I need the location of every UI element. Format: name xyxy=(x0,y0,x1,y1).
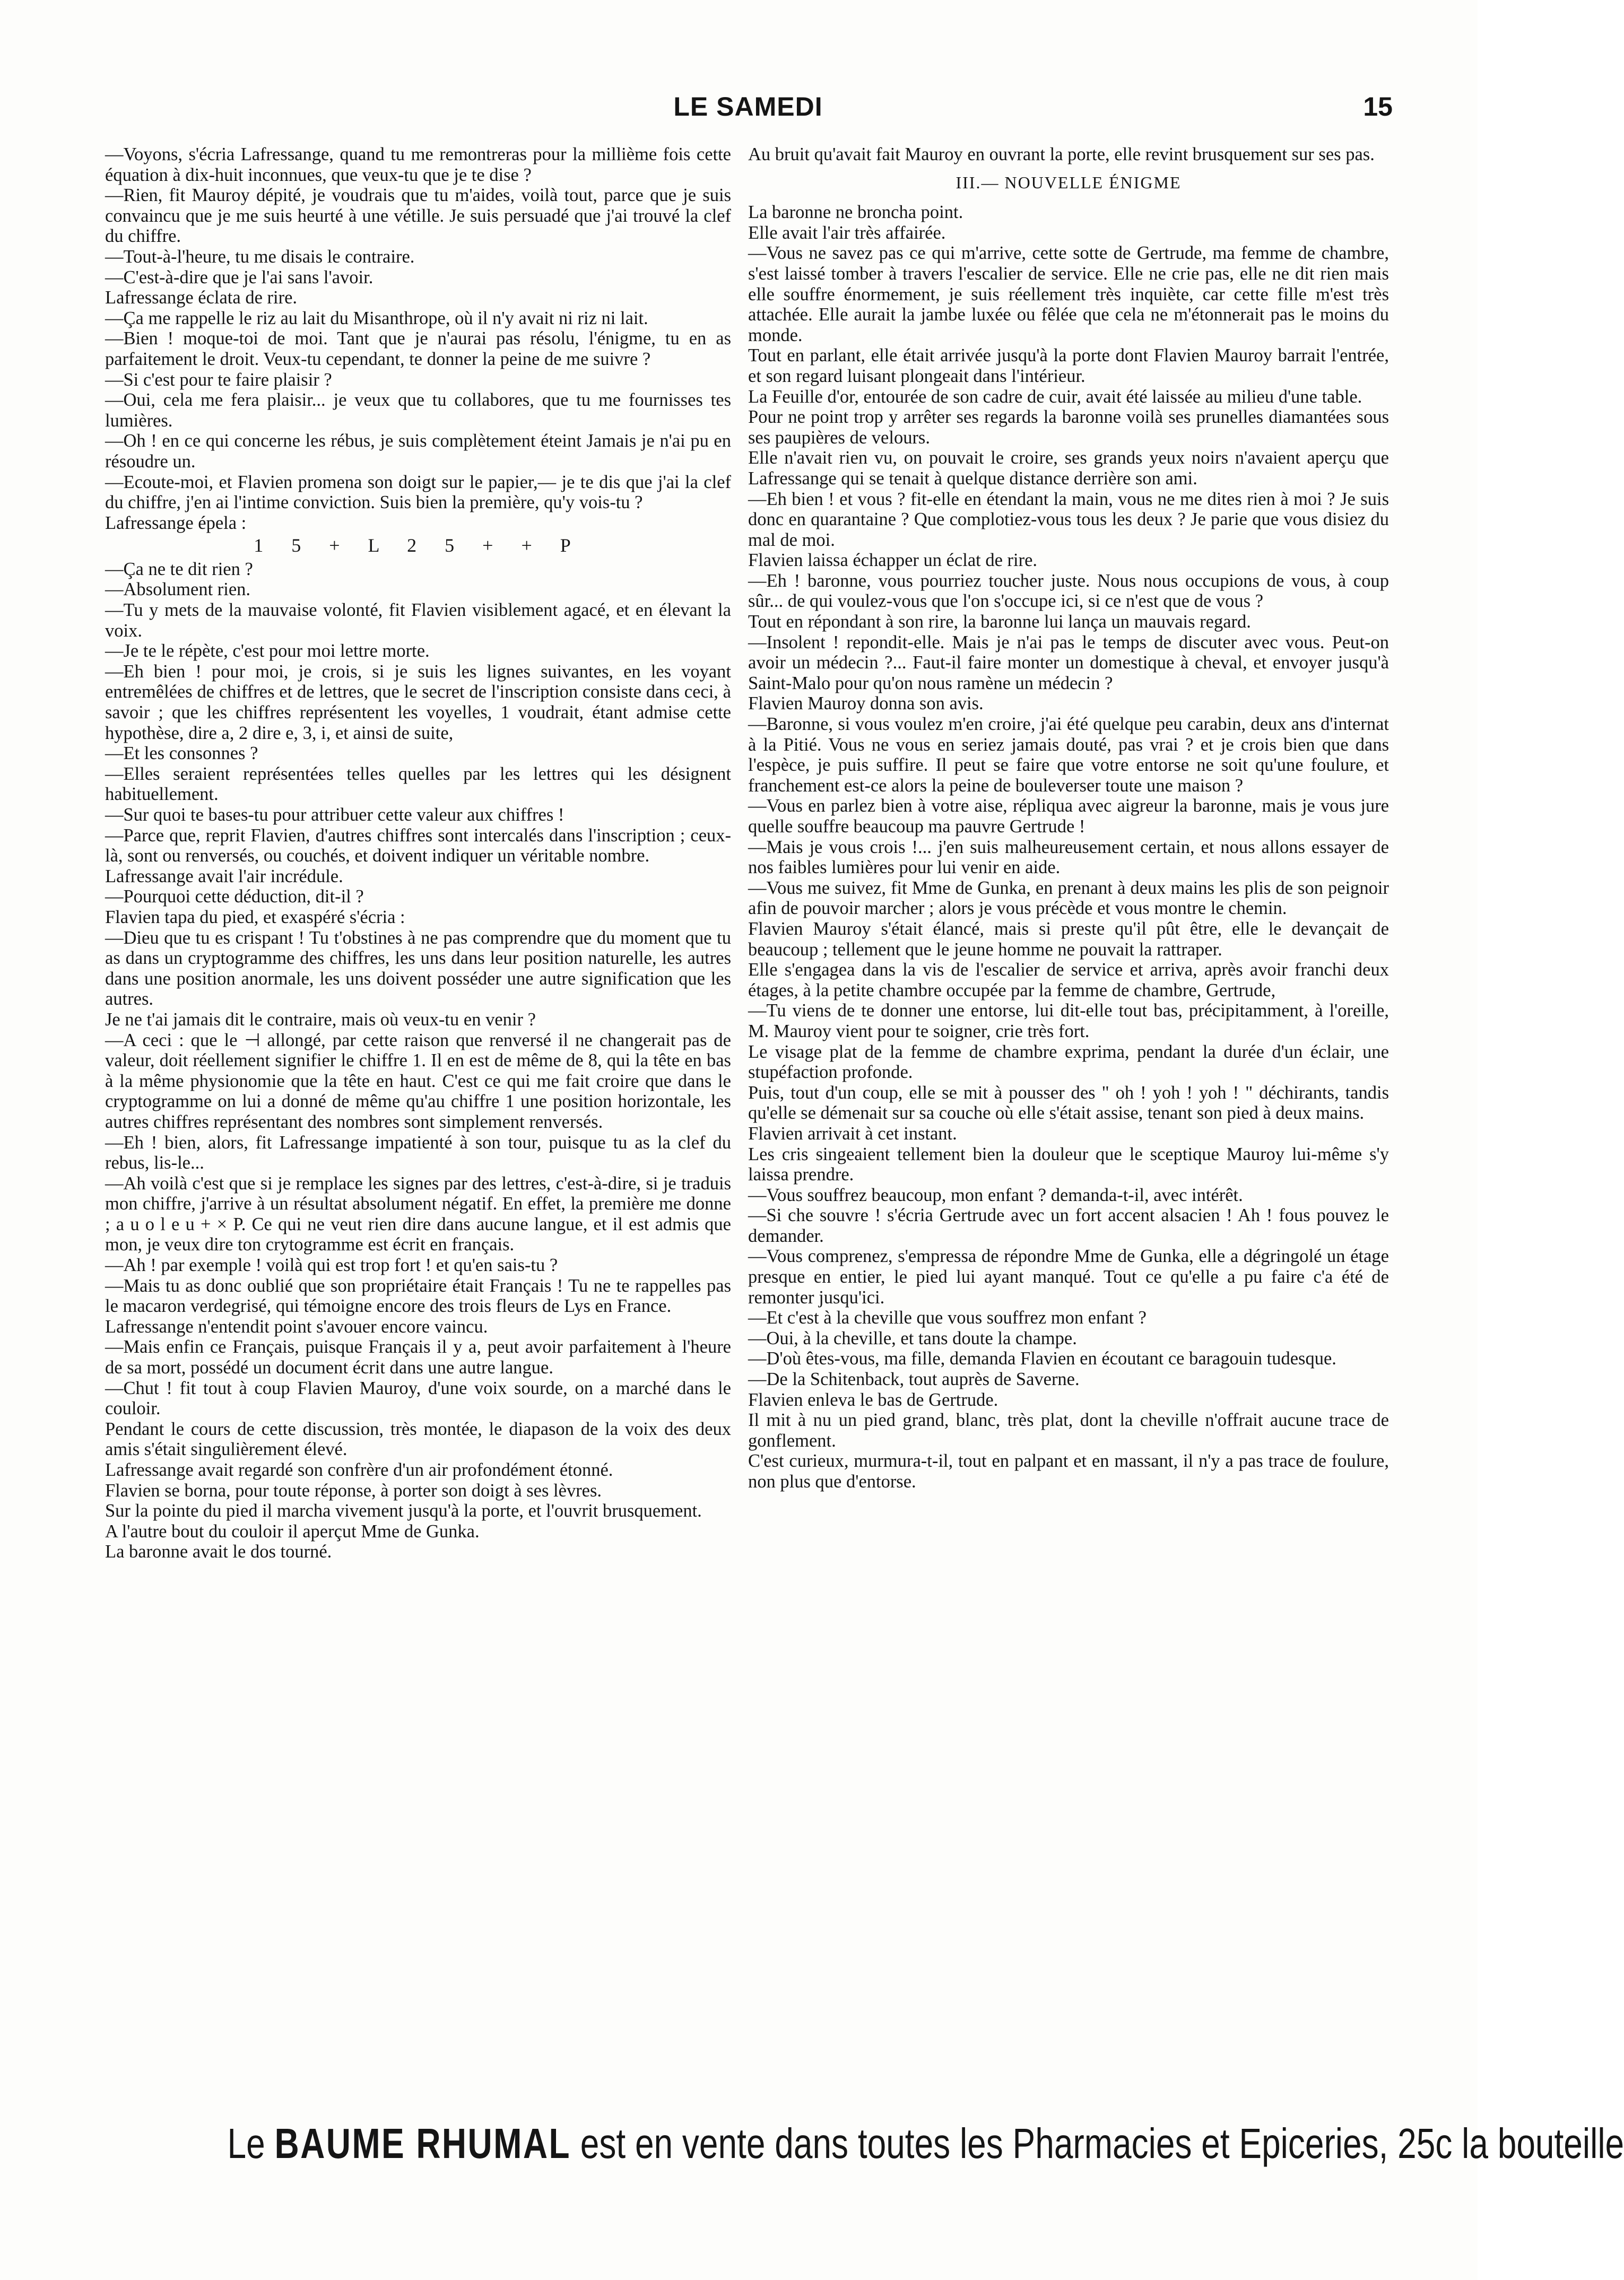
paragraph: —Vous comprenez, s'empressa de répondre Mme de Gunka, elle a dégringolé un étage presque en entier, le pied lui ayant manqué. Tout ce qu'elle a pu faire c'a été de remonter jusqu'ici. xyxy=(748,1246,1389,1308)
paragraph: —Mais je vous crois !... j'en suis malheureusement certain, et nous allons essayer de nos faibles lumières pour lui venir en aide. xyxy=(748,837,1389,878)
paragraph: —Voyons, s'écria Lafressange, quand tu me remontreras pour la millième fois cette équation à dix-huit inconnues, que veux-tu que je te dise ? xyxy=(105,144,731,185)
paragraph: —Parce que, reprit Flavien, d'autres chiffres sont intercalés dans l'inscription ; ceux-là, sont ou renversés, ou couchés, et doivent indiquer un véritable nombre. xyxy=(105,825,731,866)
paragraph: —Ah voilà c'est que si je remplace les signes par des lettres, c'est-à-dire, si je traduis mon chiffre, j'arrive à un résultat absolument négatif. En effet, la première me donne ; a u o l e u + × P. Ce qui ne veut rien dire dans aucune langue, et il est admis que mon, je veux dire ton crytogramme est écrit en français. xyxy=(105,1173,731,1255)
advert-text: est en vente dans toutes les Pharmacies et Epiceries, 25c la bouteille xyxy=(580,2120,1624,2167)
advert-prefix: Le xyxy=(227,2120,265,2167)
paragraph: —Si che souvre ! s'écria Gertrude avec un fort accent alsacien ! Ah ! fous pouvez le demander. xyxy=(748,1205,1389,1246)
paragraph: —Baronne, si vous voulez m'en croire, j'ai été quelque peu carabin, deux ans d'internat à la Pitié. Vous ne vous en seriez jamais douté, pas vrai ? et je crois bien que dans l'espèce, je puis suffire. Il peut se faire que votre entorse ne soit qu'une foulure, et franchement est-ce alors la peine de bouleverser toute une maison ? xyxy=(748,714,1389,796)
paragraph: Sur la pointe du pied il marcha vivement jusqu'à la porte, et l'ouvrit brusquement. xyxy=(105,1501,702,1521)
section-heading: III.— NOUVELLE ÉNIGME xyxy=(956,172,1182,192)
paragraph: —Mais enfin ce Français, puisque Français il y a, peut avoir parfaitement à l'heure de sa mort, possédé un document écrit dans une autre langue. xyxy=(105,1337,731,1378)
paragraph: —Ecoute-moi, et Flavien promena son doigt sur le papier,— je te dis que j'ai la clef du chiffre, j'en ai l'intime conviction. Suis bien la première, qu'y vois-tu ? xyxy=(105,472,731,513)
paragraph: Au bruit qu'avait fait Mauroy en ouvrant la porte, elle revint brusquement sur ses pas. xyxy=(748,144,1375,164)
paragraph: —Oui, cela me fera plaisir... je veux que tu collabores, que tu me fournisses tes lumières. xyxy=(105,390,731,431)
paragraph: —Elles seraient représentées telles quelles par les lettres qui les désignent habituellement. xyxy=(105,763,731,805)
paragraph: Flavien arrivait à cet instant. xyxy=(748,1123,957,1144)
paragraph: —Eh bien ! pour moi, je crois, si je suis les lignes suivantes, en les voyant entremêlées de chiffres et de lettres, que le secret de l'inscription consiste dans ceci, à savoir ; que les chiffres représentent les voyelles, 1 voudrait, étant admise cette hypothèse, dire a, 2 dire e, 3, i, et ainsi de suite, xyxy=(105,661,731,743)
paragraph: Flavien laissa échapper un éclat de rire. xyxy=(748,550,1038,571)
paragraph: Lafressange avait l'air incrédule. xyxy=(105,866,343,886)
left-column xyxy=(105,144,731,1562)
paragraph: —Vous souffrez beaucoup, mon enfant ? demanda-t-il, avec intérêt. xyxy=(748,1185,1243,1205)
paragraph: Pour ne point trop y arrêter ses regards la baronne voilà ses prunelles diamantées sous ses paupières de velours. xyxy=(748,407,1389,448)
paragraph: —Ah ! par exemple ! voilà qui est trop fort ! et qu'en sais-tu ? xyxy=(105,1255,558,1276)
paragraph: —Sur quoi te bases-tu pour attribuer cette valeur aux chiffres ! xyxy=(105,805,565,825)
paragraph: —Je te le répète, c'est pour moi lettre morte. xyxy=(105,641,430,662)
paragraph: La baronne ne broncha point. xyxy=(748,202,963,223)
paragraph: —Vous me suivez, fit Mme de Gunka, en prenant à deux mains les plis de son peignoir afin de pouvoir marcher ; alors je vous précède et vous montre le chemin. xyxy=(748,877,1389,919)
publication-title: LE SAMEDI xyxy=(673,92,823,121)
paragraph: Puis, tout d'un coup, elle se mit à pousser des " oh ! yoh ! yoh ! " déchirants, tandis qu'elle se démenait sur sa couche où elle s'était assise, tenant son pied à deux mains. xyxy=(748,1082,1389,1124)
paragraph: —Tu y mets de la mauvaise volonté, fit Flavien visiblement agacé, et en élevant la voix. xyxy=(105,600,731,641)
paragraph: —Eh ! bien, alors, fit Lafressange impatienté à son tour, puisque tu as la clef du rebus, lis-le... xyxy=(105,1132,731,1173)
cipher-line: 1 5 + L 2 5 + + P xyxy=(254,535,583,556)
paragraph: Lafressange avait regardé son confrère d'un air profondément étonné. xyxy=(105,1460,613,1480)
paragraph: Il mit à nu un pied grand, blanc, très plat, dont la cheville n'offrait aucune trace de gonflement. xyxy=(748,1410,1389,1451)
paragraph: Elle s'engagea dans la vis de l'escalier de service et arriva, après avoir franchi deux étages, à la petite chambre occupée par la femme de chambre, Gertrude, xyxy=(748,960,1389,1000)
paragraph: Lafressange n'entendit point s'avouer encore vaincu. xyxy=(105,1316,488,1337)
advertisement-banner xyxy=(227,2119,1624,2168)
paragraph: La baronne avait le dos tourné. xyxy=(105,1542,332,1562)
paragraph: Tout en répondant à son rire, la baronne lui lança un mauvais regard. xyxy=(748,612,1251,632)
paragraph: —Vous ne savez pas ce qui m'arrive, cette sotte de Gertrude, ma femme de chambre, s'est laissé tomber à travers l'escalier de service. Elle ne crie pas, elle ne dit rien mais elle souffre énormement, je suis réellement très inquiète, car cette fille m'est très attachée. Elle aurait la jambe luxée ou fêlée que cela ne m'étonnerait pas le moins du monde. xyxy=(748,243,1389,345)
paragraph: —Oui, à la cheville, et tans doute la champe. xyxy=(748,1328,1077,1348)
paragraph: —Ça me rappelle le riz au lait du Misanthrope, où il n'y avait ni riz ni lait. xyxy=(105,308,648,328)
paragraph: —Mais tu as donc oublié que son propriétaire était Français ! Tu ne te rappelles pas le macaron verdegrisé, qui témoigne encore des trois fleurs de Lys en France. xyxy=(105,1275,731,1317)
paragraph: Lafressange éclata de rire. xyxy=(105,288,298,308)
paragraph: —Chut ! fit tout à coup Flavien Mauroy, d'une voix sourde, on a marché dans le couloir. xyxy=(105,1378,731,1419)
paragraph: A l'autre bout du couloir il aperçut Mme de Gunka. xyxy=(105,1521,480,1542)
paragraph: La Feuille d'or, entourée de son cadre de cuir, avait été laissée au milieu d'une table. xyxy=(748,386,1362,407)
paragraph: Pendant le cours de cette discussion, très montée, le diapason de la voix des deux amis s'était singulièrement élevé. xyxy=(105,1419,731,1460)
paragraph: —Pourquoi cette déduction, dit-il ? xyxy=(105,886,364,907)
paragraph: Lafressange épela : xyxy=(105,512,247,533)
paragraph: —D'où êtes-vous, ma fille, demanda Flavien en écoutant ce baragouin tudesque. xyxy=(748,1348,1336,1369)
paragraph: —Absolument rien. xyxy=(105,579,251,600)
paragraph: Le visage plat de la femme de chambre exprima, pendant la durée d'un éclair, une stupéfaction profonde. xyxy=(748,1041,1389,1083)
page-number: 15 xyxy=(1363,92,1393,121)
paragraph: Flavien enleva le bas de Gertrude. xyxy=(748,1389,998,1410)
paragraph: —Oh ! en ce qui concerne les rébus, je suis complètement éteint Jamais je n'ai pu en résoudre un. xyxy=(105,431,731,472)
paragraph: C'est curieux, murmura-t-il, tout en palpant et en massant, il n'y a pas trace de foulure, non plus que d'entorse. xyxy=(748,1451,1389,1492)
paragraph: —Et les consonnes ? xyxy=(105,743,258,764)
paragraph: Flavien Mauroy donna son avis. xyxy=(748,693,984,714)
page-header xyxy=(103,91,1393,128)
paragraph: —Bien ! moque-toi de moi. Tant que je n'aurai pas résolu, l'énigme, tu en as parfaitement le droit. Veux-tu cependant, te donner la peine de me suivre ? xyxy=(105,328,731,369)
paragraph: —C'est-à-dire que je l'ai sans l'avoir. xyxy=(105,267,374,288)
paragraph: —Insolent ! repondit-elle. Mais je n'ai pas le temps de discuter avec vous. Peut-on avoir un médecin ?... Faut-il faire monter un domestique à cheval, et envoyer jusqu'à Saint-Malo pour qu'on nous ramène un médecin ? xyxy=(748,632,1389,693)
paragraph: Les cris singeaient tellement bien la douleur que le sceptique Mauroy lui-même s'y laissa prendre. xyxy=(748,1144,1389,1185)
paragraph: Flavien Mauroy s'était élancé, mais si preste qu'il pût être, elle le devançait de beaucoup ; tellement que le jeune homme ne pouvait la rattraper. xyxy=(748,918,1389,960)
paragraph: Elle n'avait rien vu, on pouvait le croire, ses grands yeux noirs n'avaient aperçu que Lafressange qui se tenait à quelque distance derrière son ami. xyxy=(748,448,1389,489)
paragraph: Flavien se borna, pour toute réponse, à porter son doigt à ses lèvres. xyxy=(105,1480,602,1501)
paragraph: Flavien tapa du pied, et exaspéré s'écria : xyxy=(105,907,405,927)
paragraph: —Ça ne te dit rien ? xyxy=(105,559,253,579)
paragraph: —Vous en parlez bien à votre aise, répliqua avec aigreur la baronne, mais je vous jure quelle souffre beaucoup ma pauvre Gertrude ! xyxy=(748,796,1389,837)
paragraph: —Eh ! baronne, vous pourriez toucher juste. Nous nous occupions de vous, à coup sûr... de qui voulez-vous que l'on s'occupe ici, si ce n'est que de vous ? xyxy=(748,570,1389,612)
paragraph: Je ne t'ai jamais dit le contraire, mais où veux-tu en venir ? xyxy=(105,1009,536,1030)
paragraph: —Eh bien ! et vous ? fit-elle en étendant la main, vous ne me dites rien à moi ? Je suis donc en quarantaine ? Que complotiez-vous tous les deux ? Je parie que vous disiez du mal de moi. xyxy=(748,489,1389,550)
paragraph: —Et c'est à la cheville que vous souffrez mon enfant ? xyxy=(748,1308,1147,1328)
right-column xyxy=(748,144,1389,1492)
paragraph: —Rien, fit Mauroy dépité, je voudrais que tu m'aides, voilà tout, parce que je suis convaincu que je me suis heurté à une vétille. Je suis persuadé que j'ai trouvé la clef du chiffre. xyxy=(105,185,731,247)
advert-brand: BAUME RHUMAL xyxy=(274,2120,571,2167)
paragraph: —A ceci : que le ⊣ allongé, par cette raison que renversé il ne changerait pas de valeur, doit réellement signifier le chiffre 1. Il en est de même de 8, qui la tête en bas à la même physionomie que la tête en haut. C'est ce qui me fait croire que dans le cryptogramme on lui a donné de même qu'au chiffre 1 une position horizontale, les autres chiffres représentant des nombres sont simplement renversés. xyxy=(105,1030,731,1132)
paragraph: Tout en parlant, elle était arrivée jusqu'à la porte dont Flavien Mauroy barrait l'entrée, et son regard luisant plongeait dans l'intérieur. xyxy=(748,345,1389,386)
paragraph: —Tu viens de te donner une entorse, lui dit-elle tout bas, précipitamment, à l'oreille, M. Mauroy vient pour te soigner, crie très fort. xyxy=(748,1000,1389,1041)
paragraph: —Dieu que tu es crispant ! Tu t'obstines à ne pas comprendre que du moment que tu as dans un cryptogramme des chiffres, les uns dans leur position naturelle, les autres dans une position anormale, les uns doivent posséder une autre signification que les autres. xyxy=(105,927,731,1010)
paragraph: —Tout-à-l'heure, tu me disais le contraire. xyxy=(105,246,415,267)
paragraph: —Si c'est pour te faire plaisir ? xyxy=(105,369,332,390)
paragraph: —De la Schitenback, tout auprès de Saverne. xyxy=(748,1369,1080,1390)
paragraph: Elle avait l'air très affairée. xyxy=(748,222,946,243)
